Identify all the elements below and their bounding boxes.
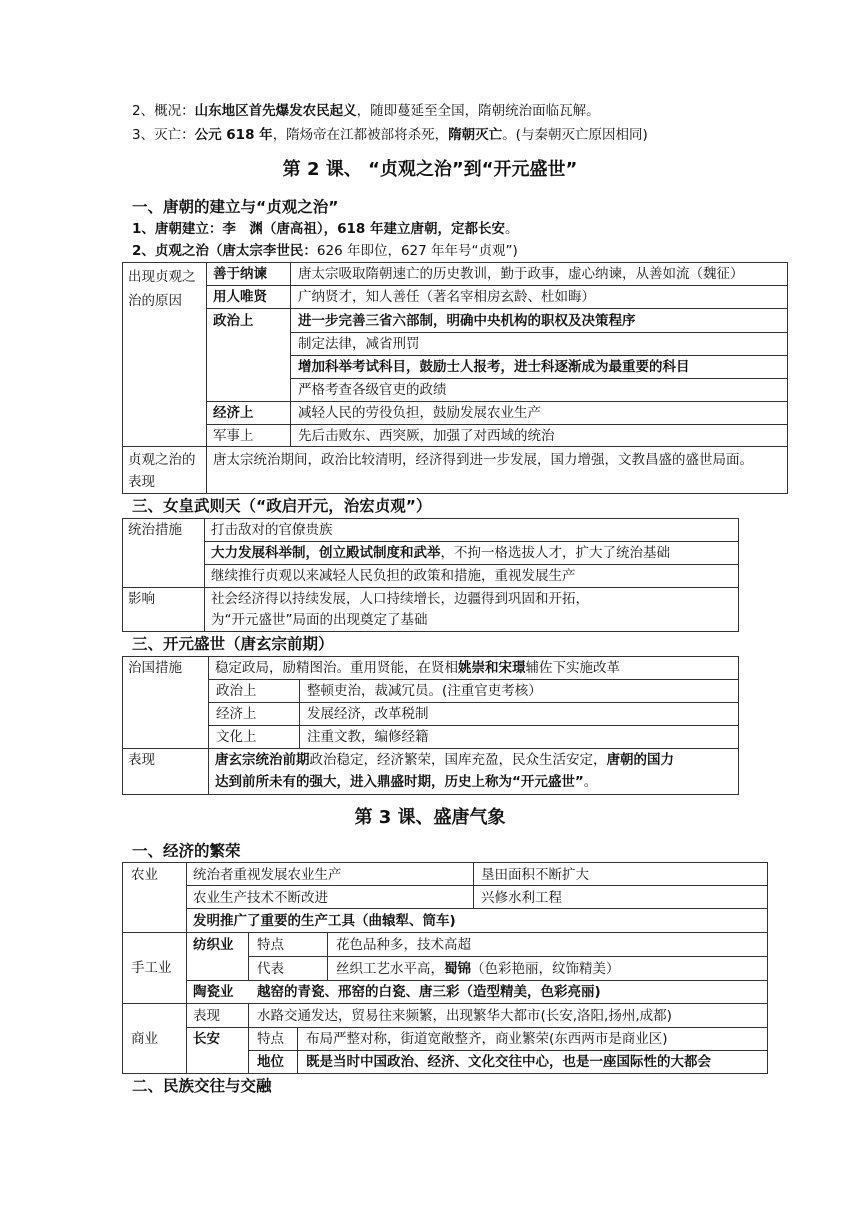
section-heading: 一、经济的繁荣 xyxy=(132,842,241,860)
cell-key: 表现 xyxy=(128,752,155,768)
paragraph-zhenguan xyxy=(132,242,518,260)
cell-value: 兴修水利工程 xyxy=(481,890,562,906)
paragraph-fall xyxy=(132,126,648,144)
text-bold: 达到前所未有的强大，进入鼎盛时期，历史上称为“开元盛世” xyxy=(215,774,584,790)
cell-value: 发展经济，改革税制 xyxy=(307,706,429,722)
cell-value xyxy=(215,773,597,791)
cell-key: 用人唯贤 xyxy=(213,289,267,305)
text: 丝织工艺水平高， xyxy=(336,961,444,977)
cell-value: 整顿吏治，裁减冗员。(注重官吏考核） xyxy=(307,683,542,699)
text-bold: 唐玄宗统治前期 xyxy=(215,752,310,768)
text-bold: 大力发展科举制，创立殿试制度和武举 xyxy=(211,545,441,561)
cell-value xyxy=(211,544,670,562)
text: ，随即蔓延至全国，隋朝统治面临瓦解。 xyxy=(356,103,600,119)
text-bold: 隋朝灭亡 xyxy=(448,127,503,143)
text: ，不拘一格选拔人才，扩大了统治基础 xyxy=(440,545,670,561)
cell-value: 进一步完善三省六部制，明确中央机构的职权及决策程序 xyxy=(298,313,636,329)
text: （色彩艳丽，纹饰精美） xyxy=(471,961,620,977)
cell-category: 手工业 xyxy=(131,960,172,976)
cell-key: 地位 xyxy=(257,1054,284,1070)
text: 辅佐下实施改革 xyxy=(525,660,620,676)
cell-value: 越窑的青瓷、邢窑的白瓷、唐三彩（造型精美，色彩亮丽) xyxy=(257,984,601,1000)
cell-value xyxy=(215,659,620,677)
cell-value: 继续推行贞观以来减轻人民负担的政策和措施，重视发展生产 xyxy=(211,568,576,584)
text: 。(与秦朝灭亡原因相同) xyxy=(502,127,648,143)
cell-perf-label: 贞观之治的表现 xyxy=(128,452,196,490)
text-bold: 姚崇和宋璟 xyxy=(458,660,526,676)
text: 3、灭亡： xyxy=(132,127,195,143)
section-heading: 一、唐朝的建立与“贞观之治” xyxy=(132,198,339,216)
cell-key: 善于纳谏 xyxy=(213,266,267,282)
cell-key: 治国措施 xyxy=(128,660,182,676)
cell-value: 唐太宗吸取隋朝速亡的历史教训，勤于政事，虚心纳谏，从善如流（魏征） xyxy=(298,266,744,282)
cell-value: 花色品种多，技术高超 xyxy=(336,937,471,953)
cell-value: 水路交通发达，贸易往来频繁，出现繁华大都市(长安,洛阳,扬州,成都) xyxy=(257,1008,672,1024)
section-heading: 二、民族交往与交融 xyxy=(132,1077,272,1095)
lesson3-title: 第 3 课、盛唐气象 xyxy=(354,807,506,828)
cell-value xyxy=(215,751,674,769)
text: 2、概况： xyxy=(132,103,195,119)
text: ，隋炀帝在江都被部将杀死， xyxy=(272,127,449,143)
cell-value: 发明推广了重要的生产工具（曲辕犁、筒车) xyxy=(193,913,456,929)
text: 626 年即位，627 年年号“贞观”) xyxy=(316,243,518,259)
cell-value: 既是当时中国政治、经济、文化交往中心，也是一座国际性的大都会 xyxy=(306,1054,711,1070)
cell-key: 特点 xyxy=(257,937,284,953)
lesson2-title: 第 2 课、 “贞观之治”到“开元盛世” xyxy=(282,159,578,180)
text: 。 xyxy=(583,774,598,790)
cell-value: 布局严整对称，街道宽敞整齐，商业繁荣(东西两市是商业区) xyxy=(306,1031,668,1047)
cell-key: 影响 xyxy=(128,591,155,607)
cell-key: 代表 xyxy=(257,961,284,977)
cell-value: 唐太宗统治期间，政治比较清明，经济得到进一步发展，国力增强，文教昌盛的盛世局面。 xyxy=(213,452,753,468)
cell-key: 特点 xyxy=(257,1031,284,1047)
cell-value: 社会经济得以持续发展，人口持续增长，边疆得到巩固和开拓， xyxy=(211,591,589,607)
cell-key: 政治上 xyxy=(216,683,257,699)
cell-key: 政治上 xyxy=(213,313,254,329)
cell-value: 垦田面积不断扩大 xyxy=(481,867,589,883)
cell-value xyxy=(336,960,620,978)
text: 政治稳定，经济繁荣，国库充盈，民众生活安定， xyxy=(309,752,607,768)
cell-value: 农业生产技术不断改进 xyxy=(193,890,328,906)
cell-category: 商业 xyxy=(131,1031,158,1047)
cell-value: 严格考查各级官吏的政绩 xyxy=(298,382,447,398)
text-bold: 唐朝的国力 xyxy=(606,752,674,768)
section-heading: 三、开元盛世（唐玄宗前期） xyxy=(132,635,334,653)
cell-key: 长安 xyxy=(193,1031,220,1047)
section-heading: 三、女皇武则天（“政启开元，治宏贞观”） xyxy=(132,497,432,515)
cell-value: 制定法律，减省刑罚 xyxy=(298,336,420,352)
text: 。 xyxy=(505,221,519,237)
paragraph-overview xyxy=(132,102,600,120)
cell-key: 军事上 xyxy=(213,428,254,444)
cell-value: 先后击败东、西突厥，加强了对西域的统治 xyxy=(298,428,555,444)
cell-key: 陶瓷业 xyxy=(193,984,234,1000)
cell-key: 表现 xyxy=(193,1008,220,1024)
cell-reason-label: 出现贞观之治的原因 xyxy=(128,269,196,309)
text: 稳定政局，励精图治。重用贤能，在贤相 xyxy=(215,660,458,676)
cell-value: 增加科举考试科目，鼓励士人报考，进士科逐渐成为最重要的科目 xyxy=(298,359,690,375)
cell-value: 广纳贤才，知人善任（著名宰相房玄龄、杜如晦） xyxy=(298,289,595,305)
text-bold: 蜀锦 xyxy=(444,961,471,977)
cell-value: 减轻人民的劳役负担，鼓励发展农业生产 xyxy=(298,405,541,421)
cell-key: 经济上 xyxy=(213,405,254,421)
cell-value: 统治者重视发展农业生产 xyxy=(193,867,342,883)
cell-key: 纺织业 xyxy=(193,937,234,953)
cell-value: 注重文教，编修经籍 xyxy=(307,729,429,745)
cell-category: 农业 xyxy=(131,867,158,883)
cell-key: 经济上 xyxy=(216,706,257,722)
text-bold: 山东地区首先爆发农民起义 xyxy=(194,103,357,119)
paragraph-tang-founding xyxy=(132,220,519,238)
text-bold: 1、唐朝建立：李 渊（唐高祖），618 年建立唐朝，定都长安 xyxy=(132,221,506,237)
cell-value: 为“开元盛世”局面的出现奠定了基础 xyxy=(211,612,428,628)
cell-key: 统治措施 xyxy=(128,522,182,538)
cell-value: 打击敌对的官僚贵族 xyxy=(211,522,333,538)
cell-key: 文化上 xyxy=(216,729,257,745)
text-bold: 2、贞观之治（唐太宗李世民： xyxy=(132,243,317,259)
text-bold: 公元 618 年 xyxy=(194,127,273,143)
